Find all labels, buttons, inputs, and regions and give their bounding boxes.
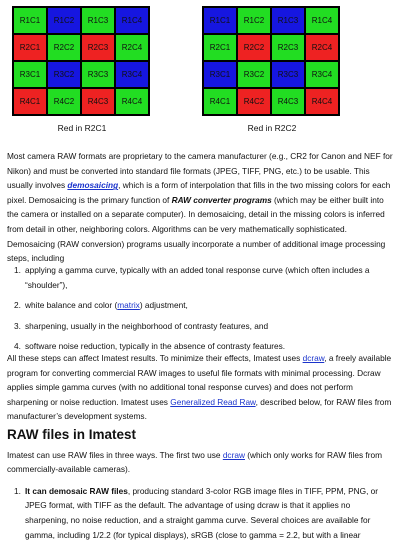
dcraw-link-2[interactable]: dcraw: [222, 449, 245, 460]
grid-cell: R3C4: [115, 61, 149, 88]
grid-cell: R4C4: [305, 88, 339, 115]
figure-caption-right: Red in R2C2: [247, 123, 297, 133]
grid-cell: R4C2: [47, 88, 81, 115]
processing-steps-list: [7, 263, 393, 354]
grid-cell: R1C1: [203, 7, 237, 34]
grid-cell: R3C2: [237, 61, 271, 88]
grid-cell: R4C2: [237, 88, 271, 115]
raw-converter-programs-term: RAW converter programs: [171, 194, 272, 205]
list-item: 4. software noise reduction, typically in the absence of contrasty features.: [14, 341, 286, 352]
raw-files-section: RAW files in Imatest Imatest can use RAW files in three ways. The first two use dcraw (which only works for RAW files from commercially-available cameras). 1. It can demosaic RAW files, producing standard 3-color RGB image files in TIFF, PPM, PNG, or JPEG format, with TIFF as the default. The advantage of using dcraw is that it applies no sharpening, no noise reduction, and a straight gamma curve. Several choices are available for gamma, including 1/2.2 (for typical displays), sRGB (close to gamma = 2.2, but with a linear: [7, 428, 393, 542]
grid-cell: R2C2: [47, 34, 81, 61]
grid-cell: R1C1: [13, 7, 47, 34]
grid-cell: R1C3: [81, 7, 115, 34]
matrix-link[interactable]: matrix: [117, 300, 140, 311]
demosaic-raw-files-term: It can demosaic RAW files: [25, 485, 128, 496]
list-item: 1. applying a gamma curve, typically with an added tonal response curve (which often includes a “shoulder”),: [14, 265, 370, 290]
grid-cell: R1C4: [115, 7, 149, 34]
grid-cell: R2C2: [237, 34, 271, 61]
list-item: 2. white balance and color (matrix) adjustment,: [14, 300, 188, 311]
bayer-grid-red-r2c1: [12, 6, 150, 116]
grid-cell: R4C1: [203, 88, 237, 115]
bayer-grid-red-r2c2: [202, 6, 340, 116]
grid-cell: R3C4: [305, 61, 339, 88]
grid-cell: R2C3: [81, 34, 115, 61]
grid-cell: R4C1: [13, 88, 47, 115]
grid-cell: R3C3: [271, 61, 305, 88]
grid-cell: R1C2: [237, 7, 271, 34]
grid-cell: R4C3: [81, 88, 115, 115]
grid-cell: R3C1: [13, 61, 47, 88]
grid-cell: R1C3: [271, 7, 305, 34]
dcraw-link[interactable]: dcraw: [302, 353, 325, 363]
grid-cell: R3C2: [47, 61, 81, 88]
list-item: 3. sharpening, usually in the neighborhood of contrasty features, and: [14, 320, 269, 331]
grid-cell: R3C1: [203, 61, 237, 88]
generalized-read-raw-link[interactable]: Generalized Read Raw: [170, 396, 256, 407]
dcraw-paragraph: All these steps can affect Imatest results. To minimize their effects, Imatest uses dcraw, a freely available program for converting commercial RAW images to useful file formats with minimal processing. Dcraw applies simple gamma curves (with no additional tonal response curves) and does not perform sharpening or noise reduction. Imatest uses Generalized Read Raw, described below, for RAW files from manufacturer’s development systems.: [7, 353, 392, 422]
grid-cell: R4C4: [115, 88, 149, 115]
grid-cell: R2C4: [305, 34, 339, 61]
grid-cell: R4C3: [271, 88, 305, 115]
intro-paragraph: Most camera RAW formats are proprietary to the camera manufacturer (e.g., CR2 for Canon and NEF for Nikon) and must be converted into standard file formats (JPEG, TIFF, PNG, etc.) to be usable. This usually involves demosaicing, which is a form of interpolation that fills in the two missing colors for each pixel. Demosaicing is the primary function of RAW converter programs (which may be either built into the camera or installed on a separate computer). In demosaicing, detail in the missing colors is inferred from detail in other, neighboring colors. Algorithms can be very mathematically sophisticated. Demosaicing (RAW conversion) programs usually incorporate a number of additional image processing steps, including: [7, 151, 393, 264]
grid-cell: R2C1: [203, 34, 237, 61]
section-heading: RAW files in Imatest: [7, 427, 137, 442]
list-item: 1. It can demosaic RAW files, producing standard 3-color RGB image files in TIFF, PPM, PNG, or JPEG format, with TIFF as the default. The advantage of using dcraw is that it applies no sharpening, no noise reduction, and a straight gamma curve. Several choices are available for gamma, including 1/2.2 (for typical displays), sRGB (close to gamma = 2.2, but with a linear: [14, 485, 379, 540]
grid-cell: R2C4: [115, 34, 149, 61]
grid-cell: R2C1: [13, 34, 47, 61]
figure-caption-left: Red in R2C1: [57, 123, 107, 133]
demosaicing-link[interactable]: demosaicing: [67, 180, 119, 191]
grid-cell: R1C2: [47, 7, 81, 34]
grid-cell: R2C3: [271, 34, 305, 61]
grid-cell: R3C3: [81, 61, 115, 88]
grid-cell: R1C4: [305, 7, 339, 34]
